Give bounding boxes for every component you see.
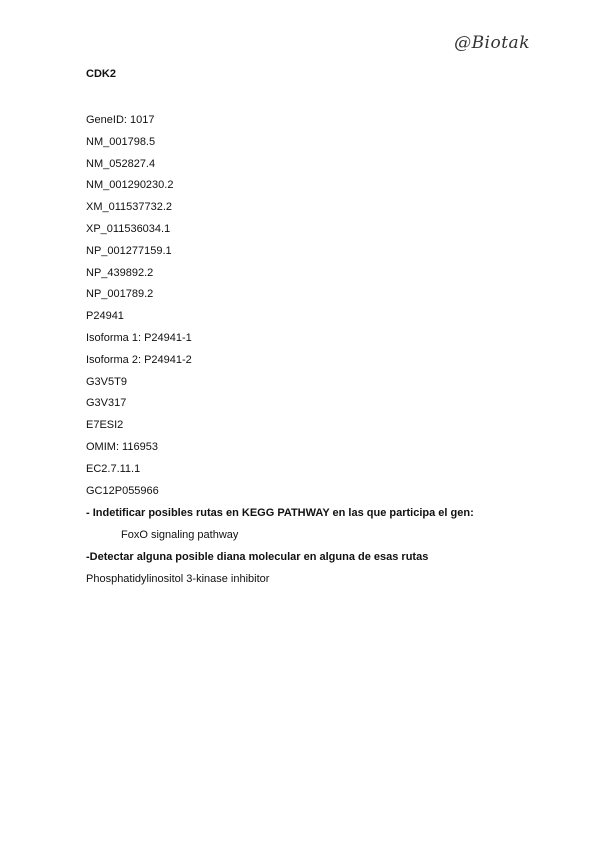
identifier-item: OMIM: 116953 [86,440,158,453]
answer-kegg-pathway: FoxO signaling pathway [121,529,239,541]
question-molecular-target: -Detectar alguna posible diana molecular en alguna de esas rutas [86,551,429,563]
identifier-item: NP_001789.2 [86,288,154,301]
identifier-item: GeneID: 1017 [86,114,155,126]
identifier-list [86,113,192,505]
identifier-item: XM_011537732.2 [86,201,173,214]
identifier-item: NM_001798.5 [86,135,156,148]
identifier-item: GC12P055966 [86,484,159,497]
watermark-signature: @Biotak [454,33,530,53]
question-kegg-pathway: - Indetificar posibles rutas en KEGG PATHWAY en las que participa el gen: [86,507,474,519]
identifier-item: E7ESI2 [86,419,124,432]
identifier-item: G3V5T9 [86,375,127,388]
identifier-item: NM_001290230.2 [86,179,174,192]
identifier-item: Isoforma 1: P24941-1 [86,331,192,344]
identifier-item: G3V317 [86,397,127,410]
identifier-item: XP_011536034.1 [86,222,171,235]
identifier-item: NM_052827.4 [86,157,156,170]
identifier-item: NP_439892.2 [86,266,154,279]
identifier-item: NP_001277159.1 [86,244,172,257]
gene-title: CDK2 [86,68,116,80]
identifier-item: Isoforma 2: P24941-2 [86,353,192,366]
identifier-item: EC2.7.11.1 [86,462,141,475]
answer-molecular-target: Phosphatidylinositol 3-kinase inhibitor [86,573,270,585]
identifier-item: P24941 [86,310,124,323]
